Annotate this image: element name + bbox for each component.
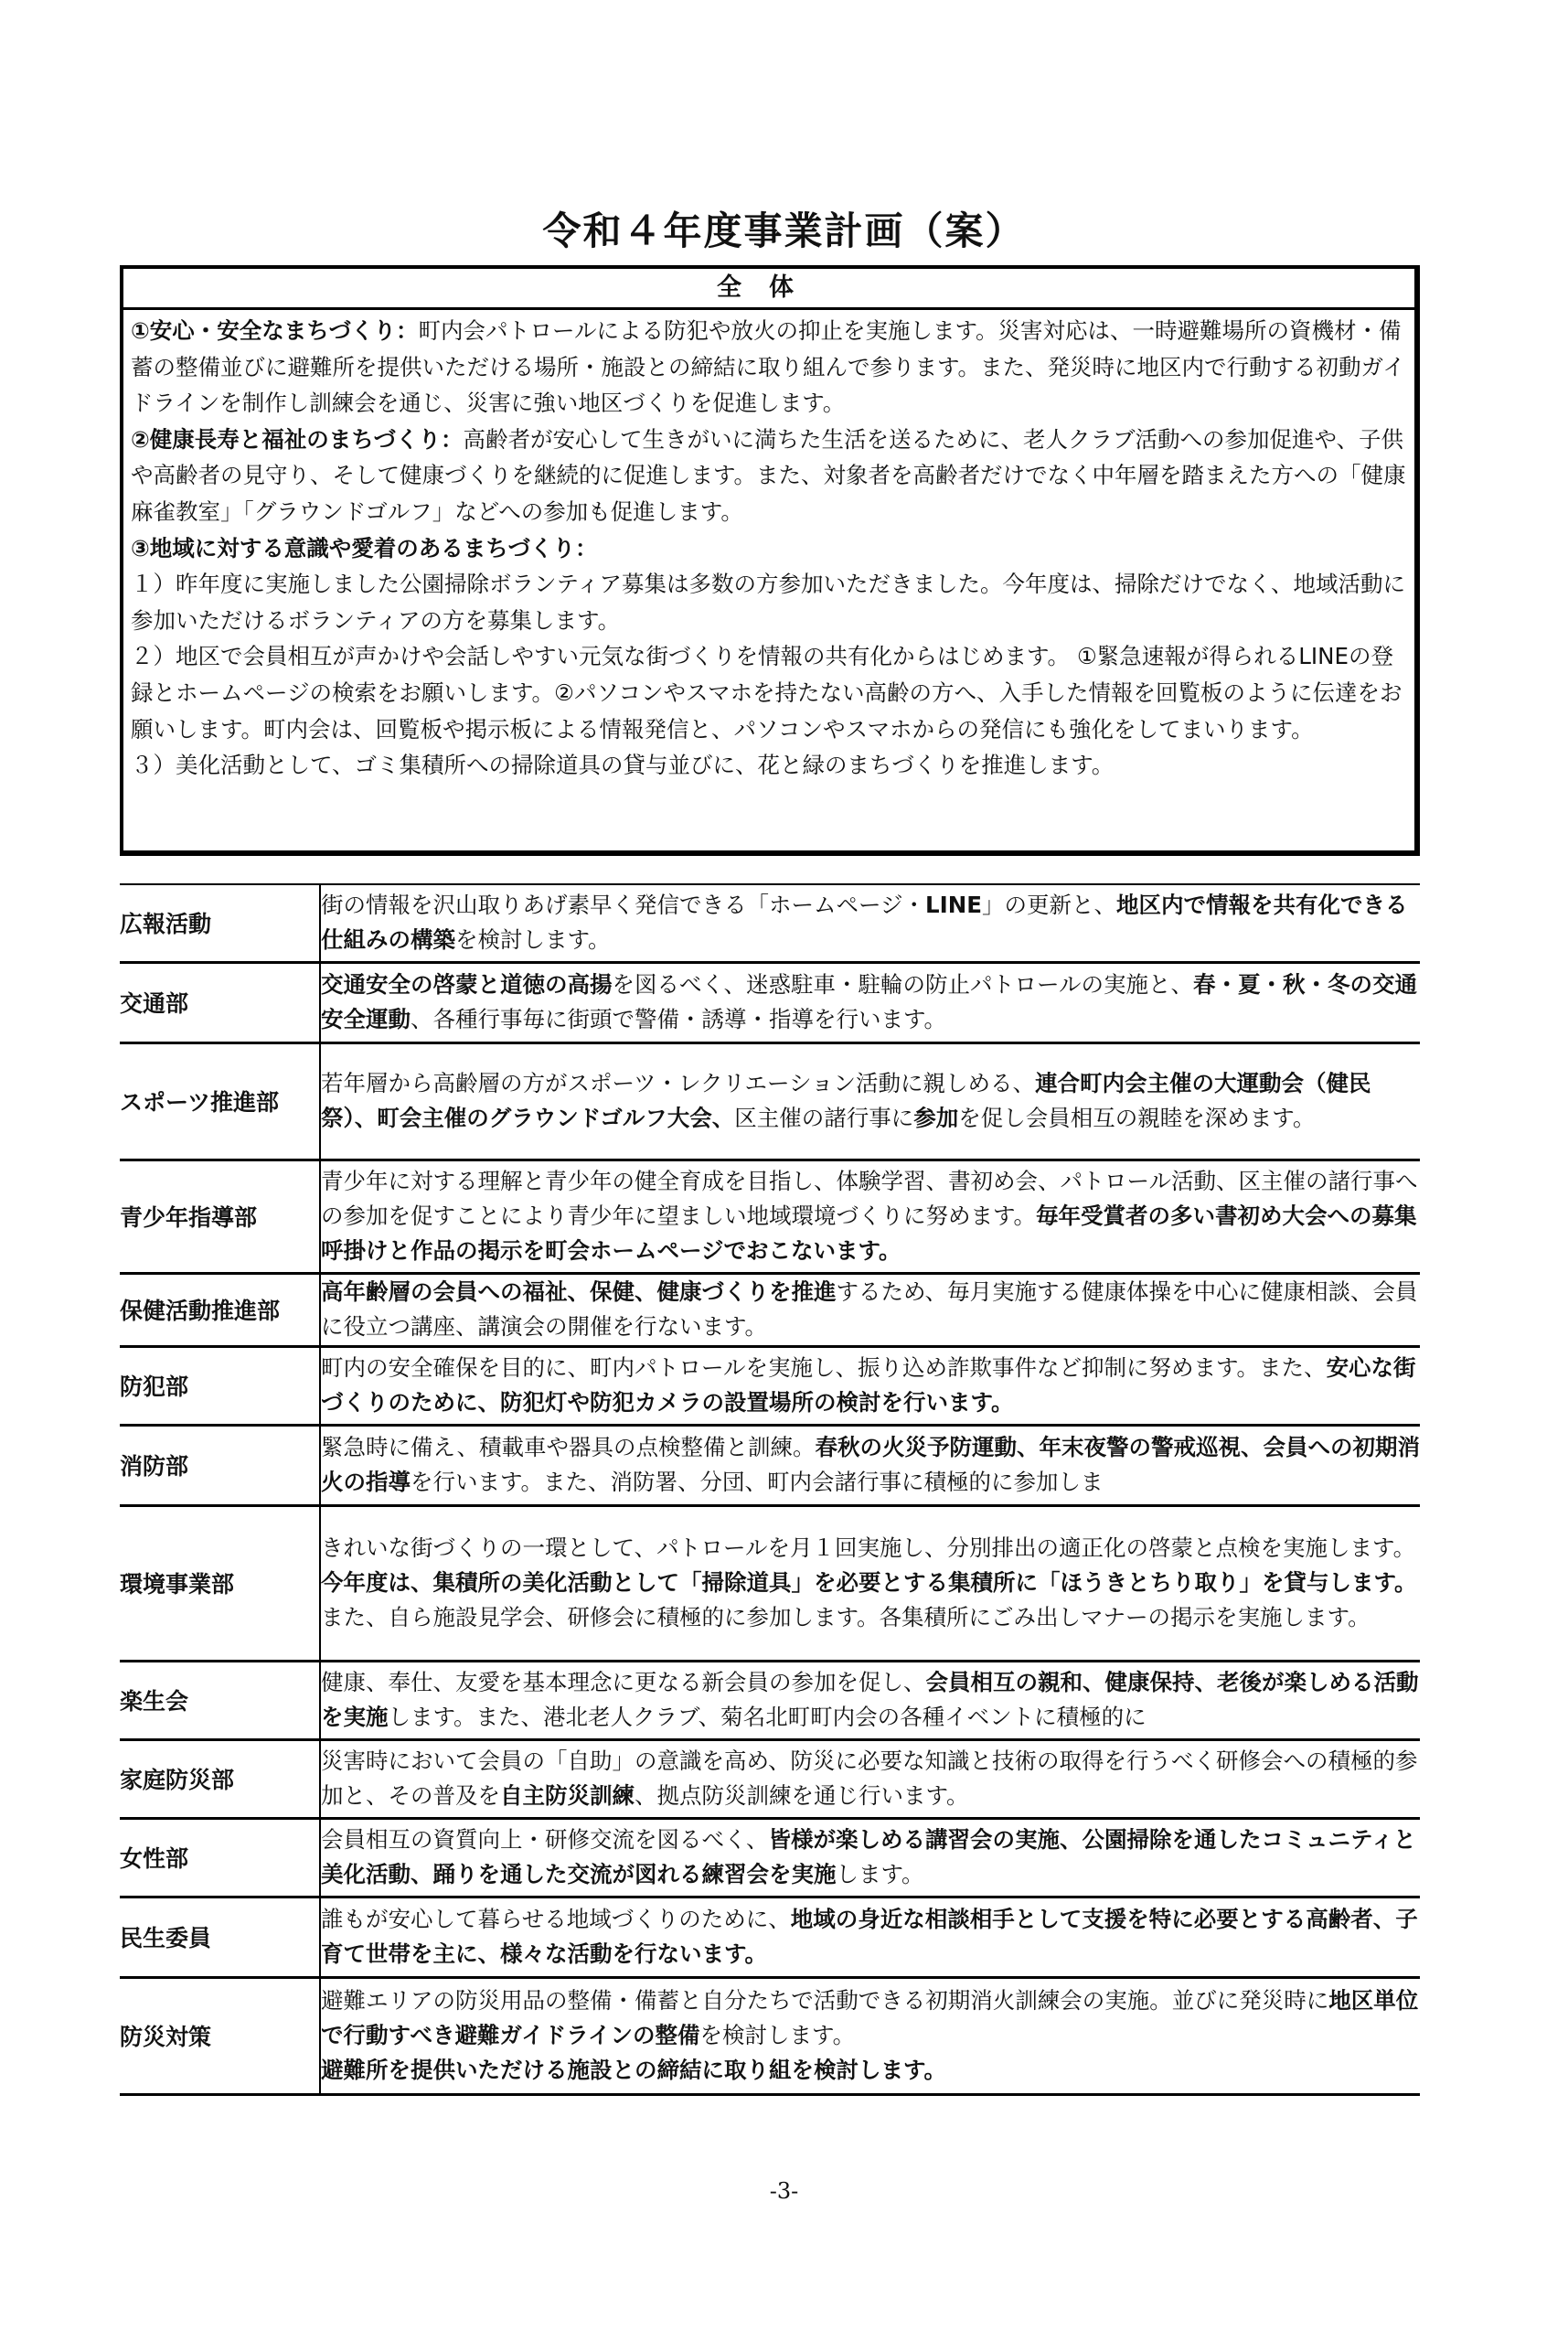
emphasis-text: 参加 [913, 1105, 959, 1131]
overall-item-text: １）昨年度に実施しました公園掃除ボランティア募集は多数の方参加いただきました。今年度は、掃除だけでなく、地域活動に参加いただけるボランティアの方を募集します。 [131, 571, 1406, 634]
department-name: 防犯部 [120, 1346, 320, 1425]
description-text: 避難エリアの防災用品の整備・備蓄と自分たちで活動できる初期消火訓練会の実施。並びに発災時に [321, 1987, 1329, 2014]
emphasis-text: 自主防災訓練 [500, 1782, 635, 1809]
overall-item [131, 566, 1407, 638]
description-text: 、各種行事毎に街頭で警備・誘導・指導を行います。 [411, 1006, 947, 1032]
department-description [320, 1897, 1420, 1977]
description-text: を検討します。 [455, 926, 611, 954]
description-text: を図るべく、迷惑駐車・駐輪の防止パトロールの実施と、 [612, 971, 1194, 998]
description-text: 緊急時に備え、積載車や器具の点検整備と訓練。 [321, 1434, 816, 1460]
department-name: 家庭防災部 [120, 1739, 320, 1818]
department-name: 民生委員 [120, 1897, 320, 1977]
department-description [320, 962, 1420, 1042]
emphasis-text: 毎年受賞者の多い書初め大会への募集呼掛けと作品の掲示を町会ホームページでおこないます。 [321, 1203, 1417, 1264]
overall-item [131, 530, 1407, 567]
emphasis-text: 地区単位で行動すべき避難ガイドラインの整備 [321, 1987, 1419, 2048]
emphasis-text: 春・夏・秋・冬の交通安全運動 [321, 971, 1418, 1032]
department-name: 消防部 [120, 1425, 320, 1505]
overall-item-text: 町内会パトロールによる防犯や放火の抑止を実施します。災害対応は、一時避難場所の資機材・備蓄の整備並びに避難所を提供いただける場所・施設との締結に取り組んで参ります。また、発災時に地区内で行動する初動ガイドラインを制作し訓練会を通じ、災害に強い地区づくりを促進します。 [131, 317, 1405, 417]
description-text: を促し会員相互の親睦を深めます。 [958, 1105, 1316, 1131]
department-name: 環境事業部 [120, 1505, 320, 1661]
overall-plan-box [120, 265, 1420, 856]
department-name: 広報活動 [120, 884, 320, 962]
emphasis-text: 安心な街づくりのために、防犯灯や防犯カメラの設置場所の検討を行います。 [321, 1354, 1416, 1416]
department-row [120, 1346, 1420, 1425]
overall-item [131, 422, 1407, 530]
department-plan-table [120, 883, 1420, 2096]
description-text: 誰もが安心して暮らせる地域づくりのために、 [321, 1906, 791, 1932]
department-description [320, 1818, 1420, 1897]
description-text: を検討します。 [699, 2022, 856, 2048]
department-row [120, 1739, 1420, 1818]
department-name: 保健活動推進部 [120, 1273, 320, 1346]
emphasis-text: 春秋の火災予防運動、年末夜警の警戒巡視、会員への初期消火の指導 [321, 1434, 1420, 1495]
department-name: 青少年指導部 [120, 1160, 320, 1273]
description-text: きれいな街づくりの一環として、パトロールを月１回実施し、分別排出の適正化の啓蒙と点検を実施します。 [321, 1534, 1416, 1561]
description-text: また、自ら施設見学会、研修会に積極的に参加します。各集積所にごみ出しマナーの掲示を実施します。 [321, 1604, 1371, 1630]
overall-item-heading: ②健康長寿と福祉のまちづくり： [131, 425, 464, 453]
overall-item-text: 高齢者が安心して生きがいに満ちた生活を送るために、老人クラブ活動への参加促進や、子供や高齢者の見守り、そして健康づくりを継続的に促進します。また、対象者を高齢者だけでなく中年層を踏まえた方への「健康麻雀教室」「グラウンドゴルフ」などへの参加も促進します。 [131, 425, 1406, 525]
department-description [320, 1505, 1420, 1661]
description-text: 街の情報を沢山取りあげ素早く発信できる「ホームページ・ [321, 892, 926, 919]
overall-item [131, 747, 1407, 784]
description-text: 青少年に対する理解と青少年の健全育成を目指し、体験学習、書初め会、パトロール活動、区主催の諸行事への参加を促すことにより青少年に望ましい地域環境づくりに努めます。 [321, 1168, 1418, 1229]
department-description [320, 884, 1420, 962]
overall-item-text: ３）美化活動として、ゴミ集積所への掃除道具の貸与並びに、花と緑のまちづくりを推進します。 [131, 752, 1115, 779]
department-description [320, 1042, 1420, 1160]
overall-item-heading: ①安心・安全なまちづくり： [131, 317, 419, 344]
emphasis-text: 連合町内会主催の大運動会（健民祭）、町会主催のグラウンドゴルフ大会、 [321, 1070, 1371, 1131]
department-name: 女性部 [120, 1818, 320, 1897]
description-text: 、拠点防災訓練を通じ行います。 [635, 1782, 969, 1809]
overall-item [131, 313, 1407, 422]
description-text: 町内の安全確保を目的に、町内パトロールを実施し、振り込め詐欺事件など抑制に努めます。また、 [321, 1354, 1327, 1381]
department-description [320, 1425, 1420, 1505]
department-description [320, 1661, 1420, 1739]
description-text: します。また、港北老人クラブ、菊名北町町内会の各種イベントに積極的に [388, 1704, 1147, 1730]
emphasis-text: 地域の身近な相談相手として支援を特に必要とする高齢者、子育て世帯を主に、様々な活動を行ないます。 [321, 1906, 1418, 1967]
department-row [120, 1661, 1420, 1739]
description-text: 区主催の諸行事に [734, 1105, 914, 1131]
department-table-body [120, 884, 1420, 2094]
department-name: 防災対策 [120, 1977, 320, 2094]
overall-heading: 全体 [123, 269, 1414, 310]
department-description [320, 1160, 1420, 1273]
description-text: を行います。また、消防署、分団、町内会諸行事に積極的に参加しま [411, 1469, 1104, 1495]
department-description [320, 1977, 1420, 2094]
department-row [120, 1042, 1420, 1160]
description-text: 災害時において会員の「自助」の意識を高め、防災に必要な知識と技術の取得を行うべく研修会への積極的参加と、その普及を [321, 1748, 1418, 1809]
description-text: 会員相互の資質向上・研修交流を図るべく、 [321, 1826, 769, 1853]
department-row [120, 962, 1420, 1042]
page-title: 令和４年度事業計画（案） [542, 208, 1026, 253]
department-name: 楽生会 [120, 1661, 320, 1739]
department-row [120, 1818, 1420, 1897]
department-description [320, 1739, 1420, 1818]
description-text: 健康、奉仕、友愛を基本理念に更なる新会員の参加を促し、 [321, 1669, 926, 1695]
department-row [120, 1897, 1420, 1977]
description-text: 」の更新と、 [981, 892, 1116, 919]
emphasis-text: 今年度は、集積所の美化活動として「掃除道具」を必要とする集積所に「ほうきとちり取り」を貸与します。 [321, 1569, 1417, 1596]
department-name: スポーツ推進部 [120, 1042, 320, 1160]
overall-item-text: ２）地区で会員相互が声かけや会話しやすい元気な街づくりを情報の共有化からはじめます。 ①緊急速報が得られるLINEの登録とホームページの検索をお願いします。②パソコンやスマホを持たない高齢の方へ、入手した情報を回覧板のように伝達をお願いします。町内会は、回覧板や掲示板による情報発信と、パソコンやスマホからの発信にも強化をしてまいります。 [131, 643, 1403, 743]
emphasis-text: 地区内で情報を共有化できる仕組みの構築 [321, 892, 1408, 954]
description-text: するため、毎月実施する健康体操を中心に健康相談、会員に役立つ講座、講演会の開催を行ないます。 [321, 1278, 1418, 1340]
department-description [320, 1346, 1420, 1425]
emphasis-text: 避難所を提供いただける施設との締結に取り組を検討します。 [321, 2057, 947, 2083]
department-row [120, 884, 1420, 962]
emphasis-text: 交通安全の啓蒙と道徳の高揚 [321, 971, 613, 998]
department-row [120, 1425, 1420, 1505]
department-description [320, 1273, 1420, 1346]
department-row [120, 1505, 1420, 1661]
page-number: -3- [769, 2178, 799, 2204]
description-text: 若年層から高齢層の方がスポーツ・レクリエーション活動に親しめる、 [321, 1070, 1036, 1096]
emphasis-text: 高年齢層の会員への福祉、保健、健康づくりを推進 [321, 1278, 837, 1305]
department-row [120, 1977, 1420, 2094]
department-name: 交通部 [120, 962, 320, 1042]
description-text: します。 [836, 1861, 924, 1887]
emphasis-text: 皆様が楽しめる講習会の実施、公園掃除を通したコミュニティと美化活動、踊りを通した交流が図れる練習会を実施 [321, 1826, 1416, 1887]
emphasis-text: 会員相互の親和、健康保持、老後が楽しめる活動を実施 [321, 1669, 1419, 1730]
emphasis-text: LINE [925, 892, 982, 919]
overall-item [131, 638, 1407, 747]
department-row [120, 1160, 1420, 1273]
overall-body [123, 310, 1414, 784]
overall-item-heading: ③地域に対する意識や愛着のあるまちづくり： [131, 534, 598, 561]
department-row [120, 1273, 1420, 1346]
